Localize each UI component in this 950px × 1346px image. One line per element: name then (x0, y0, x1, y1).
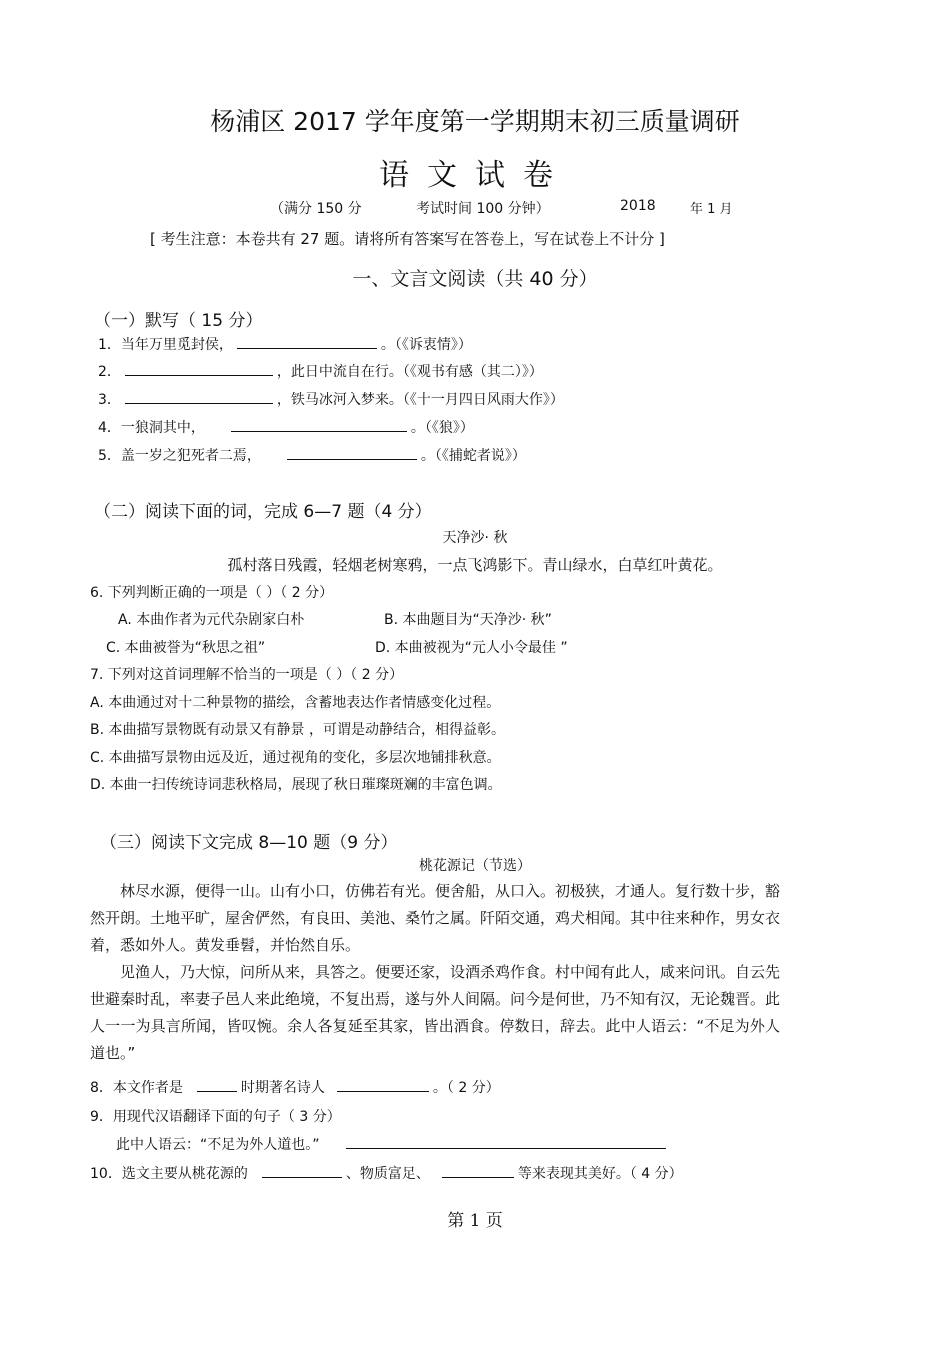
exam-notice: [ 考生注意：本卷共有 27 题。请将所有答案写在答卷上，写在试卷上不计分 ] (150, 230, 665, 248)
q3-post: ，铁马冰河入梦来。（《十一月四日风雨大作》） (276, 392, 564, 408)
q10-blank-2[interactable] (442, 1163, 514, 1178)
q2-blank[interactable] (125, 361, 273, 376)
q8-pre: 8．本文作者是 (90, 1080, 183, 1096)
question-3 (98, 389, 564, 409)
q10-mid: 、物质富足、 (345, 1166, 430, 1182)
q8-mid: 时期著名诗人 (240, 1080, 325, 1096)
q6-option-a: A. 本曲作者为元代杂剧家白朴 (118, 612, 305, 628)
q3-pre: 3． (98, 392, 121, 408)
question-7: 7. 下列对这首词理解不恰当的一项是（ ）（ 2 分） (90, 667, 404, 683)
q5-blank[interactable] (287, 445, 417, 460)
question-5 (98, 445, 526, 465)
q7-option-c: C. 本曲描写景物由远及近，通过视角的变化，多层次地铺排秋意。 (90, 750, 501, 766)
meta-month: 年 1 月 (690, 202, 733, 217)
page-number: 第 1 页 (447, 1211, 503, 1231)
q10-pre: 10．选文主要从桃花源的 (90, 1166, 248, 1182)
question-8 (90, 1077, 500, 1097)
q9-blank[interactable] (346, 1134, 666, 1149)
q3-blank[interactable] (125, 389, 273, 404)
sec2-heading: （二）阅读下面的词，完成 6—7 题（4 分） (94, 502, 432, 522)
question-4 (98, 417, 474, 437)
q2-pre: 2． (98, 364, 121, 380)
question-9: 9．用现代汉语翻译下面的句子（ 3 分） (90, 1109, 341, 1125)
q8-post: 。（ 2 分） (432, 1080, 500, 1096)
q9-sentence-line (116, 1134, 670, 1154)
q6-option-c: C. 本曲被誉为“秋思之祖” (106, 640, 266, 656)
passage (90, 878, 780, 1067)
q10-blank-1[interactable] (262, 1163, 342, 1178)
part1-heading: 一、文言文阅读（共 40 分） (352, 268, 598, 290)
question-2 (98, 361, 543, 381)
question-6: 6. 下列判断正确的一项是（ ）（ 2 分） (90, 585, 334, 601)
q6-option-b: B. 本曲题目为“天净沙· 秋” (384, 612, 552, 628)
sec1-heading: （一）默写（ 15 分） (94, 311, 263, 331)
q1-pre: 1．当年万里觅封侯， (98, 337, 233, 353)
passage-para-1: 林尽水源，便得一山。山有小口，仿佛若有光。便舍船，从口入。初极狭，才通人。复行数十步，豁然开朗。土地平旷，屋舍俨然，有良田、美池、桑竹之属。阡陌交通，鸡犬相闻。其中往来种作，男女衣着，悉如外人。黄发垂髫，并怡然自乐。 (90, 882, 781, 954)
q10-post: 等来表现其美好。（ 4 分） (517, 1166, 683, 1182)
q5-post: 。（《捕蛇者说》） (420, 448, 526, 464)
question-10 (90, 1163, 683, 1183)
question-1 (98, 334, 472, 354)
exam-title: 杨浦区 2017 学年度第一学期期末初三质量调研 (210, 107, 740, 136)
meta-year: 2018 (620, 198, 656, 214)
q8-blank-2[interactable] (337, 1077, 429, 1092)
sec3-heading: （三）阅读下文完成 8—10 题（9 分） (100, 833, 398, 853)
meta-time: 考试时间 100 分钟） (416, 201, 550, 217)
exam-subtitle: 语文试卷 (379, 158, 571, 193)
poem-text: 孤村落日残霞，轻烟老树寒鸦，一点飞鸿影下。青山绿水，白草红叶黄花。 (227, 556, 723, 574)
q5-pre: 5．盖一岁之犯死者二焉， (98, 448, 261, 464)
q7-option-b: B. 本曲描写景物既有动景又有静景 ，可谓是动静结合，相得益彰。 (90, 722, 505, 738)
q4-pre: 4．一狼洞其中， (98, 420, 205, 436)
q1-blank[interactable] (237, 334, 377, 349)
text-title: 桃花源记（节选） (419, 858, 531, 874)
q6-option-d: D. 本曲被视为“元人小令最佳 ” (375, 640, 568, 656)
passage-para-2: 见渔人，乃大惊，问所从来，具答之。便要还家，设酒杀鸡作食。村中闻有此人，咸来问讯。自云先世避秦时乱，率妻子邑人来此绝境，不复出焉，遂与外人间隔。问今是何世，乃不知有汉，无论魏晋。此人一一为具言所闻，皆叹惋。余人各复延至其家，皆出酒食。停数日，辞去。此中人语云：“不足为外人道也。” (90, 963, 781, 1062)
poem-title: 天净沙· 秋 (442, 530, 508, 546)
q7-option-d: D. 本曲一扫传统诗词悲秋格局，展现了秋日璀璨斑斓的丰富色调。 (90, 777, 502, 793)
q7-option-a: A. 本曲通过对十二种景物的描绘，含蓄地表达作者情感变化过程。 (90, 695, 501, 711)
q4-blank[interactable] (231, 417, 407, 432)
q2-post: ，此日中流自在行。（《观书有感（其二）》） (276, 364, 543, 380)
q1-post: 。（《诉衷情》） (380, 337, 472, 353)
meta-score: （满分 150 分 (270, 201, 362, 217)
q8-blank-1[interactable] (197, 1077, 237, 1092)
q4-post: 。（《狼》） (410, 420, 474, 436)
q9-sentence: 此中人语云：“不足为外人道也。” (116, 1137, 320, 1153)
